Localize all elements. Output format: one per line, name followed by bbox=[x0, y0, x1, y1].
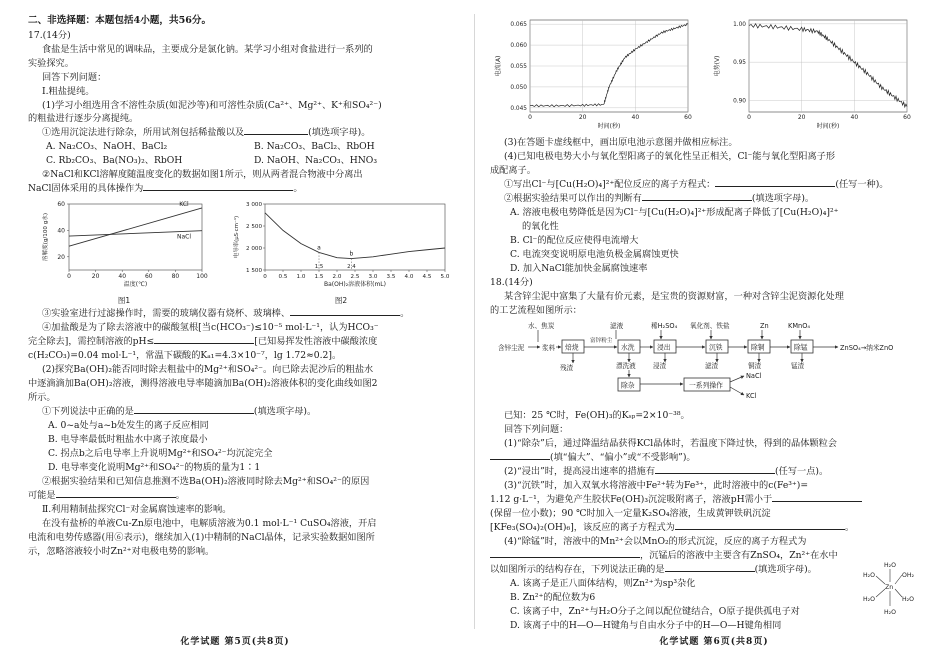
box-impurity-removal bbox=[618, 378, 640, 391]
x-axis-label: Ba(OH)₂溶液体积(mL) bbox=[323, 281, 386, 289]
sensor-figures bbox=[490, 14, 924, 132]
q17-3-text: (3)在答题卡虚线框中，画出原电池示意图并做相应标注。 bbox=[504, 137, 738, 148]
x-tick-label: 40 bbox=[631, 114, 640, 121]
y-tick-label: 3 000 bbox=[245, 202, 262, 209]
option-a: A. Na₂CO₃、NaOH、BaCl₂ bbox=[46, 141, 168, 153]
answer-blank[interactable] bbox=[490, 451, 550, 460]
answer-blank[interactable] bbox=[244, 126, 308, 135]
exam-page-5 bbox=[0, 0, 470, 659]
q17-intro: 食盐是生活中常见的调味品，主要成分是氯化钠。某学习小组对食盐进行一系列的 bbox=[42, 43, 373, 55]
sensor-trace bbox=[749, 24, 907, 107]
svg-text:除锰: 除锰 bbox=[794, 343, 808, 352]
ligand-bottom: H₂O bbox=[884, 608, 897, 616]
option-a-cont: 的氧化性 bbox=[522, 220, 559, 232]
answer-blank[interactable] bbox=[772, 493, 862, 502]
answer-blank[interactable] bbox=[143, 182, 293, 191]
point-value-label: 2.4 bbox=[346, 264, 356, 271]
x-tick-label: 0 bbox=[262, 274, 267, 281]
input-water-coke: 水、焦炭 bbox=[528, 321, 555, 330]
svg-text:浸出: 浸出 bbox=[657, 343, 671, 352]
nacl-output: NaCl bbox=[746, 371, 762, 380]
answer-blank[interactable] bbox=[56, 489, 176, 498]
y-tick-label: 0.050 bbox=[510, 84, 527, 91]
x-tick-label: 20 bbox=[797, 114, 806, 121]
conductivity-curve bbox=[265, 213, 445, 259]
option-b: B. Na₂CO₃、BaCl₂、RbOH bbox=[254, 141, 375, 153]
x-axis-label: 时间(秒) bbox=[597, 123, 621, 130]
y-axis-label: 电导率(μS·cm⁻¹) bbox=[233, 216, 240, 259]
page-footer: 化学试题 第5页(共8页) bbox=[180, 637, 290, 648]
feed-label: 含锌尘泥 bbox=[498, 343, 525, 352]
x-axis-label: 时间(秒) bbox=[816, 123, 840, 130]
copper-residue-label: 铜渣 bbox=[748, 361, 762, 370]
q17-2-text-cont: 中逐滴滴加Ba(OH)₂溶液，测得溶液电导率随滴加Ba(OH)₂溶液体积的变化曲线如图2 bbox=[28, 377, 378, 389]
answer-blank[interactable] bbox=[642, 192, 752, 201]
y-tick-label: 2 500 bbox=[245, 224, 262, 231]
option-a: A. 溶液电极电势降低是因为Cl⁻与[Cu(H₂O)₄]²⁺形成配离子降低了[Cu(H₂O)₄]²⁺ bbox=[510, 206, 839, 218]
y-tick-label: 60 bbox=[56, 201, 65, 209]
solubility-chart bbox=[37, 198, 212, 290]
box-mn-removal bbox=[791, 340, 813, 353]
box-wash bbox=[618, 340, 640, 353]
q18-3-text-cont: 1.12 g·L⁻¹，为避免产生胶状Fe(OH)₃沉淀吸附离子，溶液pH需小于 bbox=[490, 493, 924, 507]
x-tick-label: 0.5 bbox=[278, 274, 287, 281]
answer-blank[interactable] bbox=[290, 307, 400, 316]
option-d: D. NaOH、Na₂CO₃、HNO₃ bbox=[254, 155, 378, 167]
ligand-lower-left: H₂O bbox=[863, 595, 876, 603]
x-tick-label: 40 bbox=[117, 273, 126, 281]
figure-1-caption: 图1 bbox=[117, 296, 131, 306]
leach-residue-label: 浸渣 bbox=[653, 361, 667, 370]
q17-2a: ①下列说法中正确的是 (填选项字母)。 bbox=[42, 405, 317, 417]
x-tick-label: 20 bbox=[578, 114, 587, 121]
current-time-chart bbox=[490, 14, 700, 132]
y-tick-label: 0.060 bbox=[510, 43, 527, 50]
x-tick-label: 5.0 bbox=[440, 274, 449, 281]
y-axis-label: 溶解度(g/100 g水) bbox=[42, 213, 49, 262]
figure-2 bbox=[229, 198, 454, 306]
y-tick-label: 20 bbox=[56, 254, 65, 262]
option-c: C. 拐点b之后电导率上升说明Mg²⁺和SO₄²⁻均沉淀完全 bbox=[48, 447, 273, 459]
q17-4-text-cont: 成配离子。 bbox=[490, 164, 536, 176]
y-tick-label: 0.055 bbox=[510, 64, 527, 70]
box-iron-removal bbox=[706, 340, 728, 353]
options-row bbox=[28, 140, 462, 154]
answer-blank[interactable] bbox=[665, 563, 755, 572]
x-tick-label: 100 bbox=[195, 273, 208, 281]
q18-4-text-cont2: 以如图所示的结构存在，下列说法正确的是 (填选项字母)。 bbox=[490, 563, 817, 575]
answer-blank[interactable] bbox=[490, 549, 640, 558]
slurry-label: 浆料 bbox=[542, 343, 556, 352]
x-tick-label: 20 bbox=[91, 273, 99, 281]
plot-frame bbox=[749, 20, 907, 112]
q18-intro-cont: 的工艺流程如图所示： bbox=[490, 304, 582, 316]
part-2-text-cont: 电流和电势传感器(用⑥表示)，继续加入(1)中精制的NaCl晶体，记录实验数据如图所 bbox=[28, 531, 375, 543]
option-c: C. Rb₂CO₃、Ba(NO₃)₂、RbOH bbox=[46, 155, 183, 167]
part-1-title: Ⅰ.粗盐提纯。 bbox=[42, 85, 95, 97]
input-filtrate: 滤液 bbox=[610, 321, 624, 330]
input-zn: Zn bbox=[760, 321, 769, 330]
option-a: A. 0~a处与a~b处发生的离子反应相同 bbox=[48, 419, 209, 431]
answer-prompt: 回答下列问题： bbox=[504, 423, 569, 435]
ligand-upper-left: H₂O bbox=[863, 571, 876, 579]
q17-1d-known: c(H₂CO₃)=0.04 mol·L⁻¹，常温下碳酸的Kₐ₁=4.3×10⁻⁷，lg 1.72≈0.2]。 bbox=[28, 349, 342, 361]
q17-1-text-cont: 的粗盐进行逐步分离提纯。 bbox=[28, 113, 139, 125]
exam-page-6 bbox=[478, 0, 950, 659]
conductivity-chart bbox=[229, 198, 454, 290]
box-copper-removal bbox=[748, 340, 770, 353]
figure-2-caption: 图2 bbox=[334, 296, 348, 306]
q18-1-text-cont: (填“偏大”、“偏小”或“不受影响”)。 bbox=[490, 451, 924, 465]
q17-4-text: (4)已知电极电势大小与氧化型阳离子的氧化性呈正相关，Cl⁻能与氧化型阳离子形 bbox=[504, 150, 836, 162]
page-divider bbox=[474, 14, 475, 629]
x-tick-label: 80 bbox=[171, 273, 179, 281]
x-tick-label: 60 bbox=[144, 273, 153, 281]
point-value-label: 1.5 bbox=[314, 264, 323, 271]
potential-time-chart bbox=[709, 14, 924, 132]
q17-4b: ②根据实验结果可以作出的判断有 (填选项字母)。 bbox=[504, 192, 815, 204]
mn-residue-label: 锰渣 bbox=[791, 361, 805, 370]
input-dilute-acid: 稀H₂SO₄ bbox=[651, 321, 678, 330]
q17-2b-text: ②根据实验结果和已知信息推测不选Ba(OH)₂溶液同时除去Mg²⁺和SO₄²⁻的原因 bbox=[42, 475, 370, 487]
series-label-nacl: NaCl bbox=[176, 234, 191, 242]
option-c: C. 该离子中，Zn²⁺与H₂O分子之间以配位键结合，O原子提供孤电子对 bbox=[510, 605, 800, 617]
x-tick-label: 40 bbox=[850, 114, 859, 121]
answer-blank[interactable] bbox=[675, 521, 845, 530]
x-tick-label: 4.0 bbox=[404, 274, 413, 281]
q17-1d-text: ④加盐酸是为了除去溶液中的碳酸氢根[当c(HCO₃⁻)≤10⁻⁵ mol·L⁻¹，认为HCO₃⁻ bbox=[42, 321, 379, 333]
x-tick-label: 4.5 bbox=[422, 274, 431, 281]
iron-residue-label: 滤渣 bbox=[705, 361, 719, 370]
known-condition: 已知：25 ℃时，Fe(OH)₃的Kₛₚ=2×10⁻³⁸。 bbox=[504, 409, 690, 421]
kcl-output: KCl bbox=[746, 391, 757, 400]
q18-4-text-cont: ，沉锰后的溶液中主要含有ZnSO₄，Zn²⁺在水中 bbox=[490, 549, 924, 563]
svg-text:沉铁: 沉铁 bbox=[709, 343, 723, 352]
q17-intro-cont: 实验探究。 bbox=[28, 57, 74, 69]
option-a: A. 该离子是正八面体结构，则Zn²⁺为sp³杂化 bbox=[510, 577, 696, 589]
sensor-trace bbox=[530, 24, 688, 107]
q18-2: (2)“浸出”时，提高浸出速率的措施有 (任写一点)。 bbox=[504, 465, 829, 477]
zinc-dust-label: 富锌粉尘 bbox=[590, 337, 613, 344]
x-tick-label: 3.0 bbox=[368, 274, 377, 281]
answer-blank[interactable] bbox=[655, 465, 775, 474]
page-footer: 化学试题 第6页(共8页) bbox=[659, 637, 769, 648]
option-c: C. 电流突变说明原电池负极金属腐蚀更快 bbox=[510, 248, 679, 260]
residue-label: 残渣 bbox=[560, 363, 574, 372]
answer-blank[interactable] bbox=[154, 335, 254, 344]
q17-1-text: (1)学习小组选用含不溶性杂质(如泥沙等)和可溶性杂质(Ca²⁺、Mg²⁺、K⁺和SO₄²⁻) bbox=[42, 99, 382, 111]
q18-4-text: (4)“除锰”时，溶液中的Mn²⁺会以MnO₂的形式沉淀，反应的离子方程式为 bbox=[504, 535, 807, 547]
x-axis-label: 温度(℃) bbox=[123, 281, 147, 289]
process-flowchart bbox=[498, 320, 928, 402]
q18-3-text-cont3: [KFe₃(SO₄)₂(OH)₆]，该反应的离子方程式为 。 bbox=[490, 521, 855, 533]
q17-1c: ③实验室进行过滤操作时，需要的玻璃仪器有烧杯、玻璃棒、 。 bbox=[42, 307, 410, 319]
y-axis-label: 电流(A) bbox=[495, 55, 502, 77]
q17-2b-text-cont: 可能是 。 bbox=[28, 489, 185, 501]
q18-intro: 某含锌尘泥中富集了大量有价元素，是宝贵的资源财富，一种对含锌尘泥资源化处理 bbox=[504, 290, 844, 302]
q17-2-text-cont2: 所示。 bbox=[28, 391, 56, 403]
x-tick-label: 2.5 bbox=[350, 274, 359, 281]
question-17-head: 17.(14分) bbox=[28, 29, 71, 41]
point-label: a bbox=[316, 244, 321, 252]
option-d: D. 电导率变化说明Mg²⁺和SO₄²⁻的物质的量为1∶1 bbox=[48, 461, 261, 473]
ligand-upper-right: OH₂ bbox=[902, 571, 915, 579]
zn-center: Zn bbox=[885, 583, 894, 591]
input-kmno4: KMnO₄ bbox=[788, 321, 811, 330]
point-label: b bbox=[348, 250, 353, 258]
y-tick-label: 0.90 bbox=[733, 98, 746, 105]
box-roast bbox=[562, 340, 584, 353]
x-tick-label: 60 bbox=[684, 114, 692, 121]
y-axis-label: 电势(V) bbox=[714, 55, 721, 77]
option-d: D. 该离子中的H—O—H键角与自由水分子中的H—O—H键角相同 bbox=[510, 619, 782, 631]
box-leach bbox=[654, 340, 676, 353]
part-2-title: Ⅱ.利用精制盐探究Cl⁻对金属腐蚀速率的影响。 bbox=[42, 503, 232, 515]
options-row bbox=[28, 154, 462, 168]
y-tick-label: 0.065 bbox=[510, 22, 527, 29]
y-tick-label: 2 000 bbox=[245, 246, 262, 253]
question-18-head: 18.(14分) bbox=[490, 276, 533, 288]
option-b: B. Zn²⁺的配位数为6 bbox=[510, 591, 596, 603]
q17-1a: ①选用沉淀法进行除杂，所用试剂包括稀盐酸以及 (填选项字母)。 bbox=[42, 127, 371, 139]
ligand-lower-right: H₂O bbox=[902, 595, 915, 603]
y-tick-label: 1.00 bbox=[733, 21, 746, 28]
option-b: B. Cl⁻的配位反应使得电流增大 bbox=[510, 234, 639, 246]
answer-blank[interactable] bbox=[134, 405, 254, 414]
x-tick-label: 1.0 bbox=[296, 274, 305, 281]
answer-blank[interactable] bbox=[715, 178, 835, 187]
svg-text:除杂: 除杂 bbox=[621, 381, 635, 390]
y-tick-label: 0.95 bbox=[733, 60, 746, 67]
svg-text:焙烧: 焙烧 bbox=[565, 343, 579, 352]
svg-text:水洗: 水洗 bbox=[621, 343, 635, 352]
q17-1b-text: ②NaCl和KCl溶解度随温度变化的数据如图1所示，则从两者混合物液中分离出 bbox=[42, 169, 363, 181]
x-tick-label: 60 bbox=[903, 114, 911, 121]
q17-2-text: (2)探究Ba(OH)₂能否同时除去粗盐中的Mg²⁺和SO₄²⁻。向已除去泥沙后的粗盐水 bbox=[42, 363, 374, 375]
y-tick-label: 40 bbox=[56, 227, 65, 235]
x-tick-label: 0 bbox=[528, 114, 532, 121]
option-b: B. 电导率最低时粗盐水中离子浓度最小 bbox=[48, 433, 208, 445]
y-tick-label: 1 500 bbox=[245, 268, 262, 275]
option-d: D. 加入NaCl能加快金属腐蚀速率 bbox=[510, 262, 648, 274]
input-oxidant: 氧化剂、铁盐 bbox=[690, 321, 730, 330]
ligand-top: H₂O bbox=[884, 561, 897, 569]
wash-liquid-label: 漂洗液 bbox=[616, 361, 636, 370]
x-tick-label: 3.5 bbox=[386, 274, 395, 281]
x-tick-label: 2.0 bbox=[332, 274, 341, 281]
svg-text:一系列操作: 一系列操作 bbox=[689, 381, 723, 390]
product-label: ZnSO₄→纳米ZnO bbox=[840, 343, 894, 352]
zn-aqua-complex-structure bbox=[862, 559, 922, 617]
q18-3-text: (3)“沉铁”时，加入双氧水将溶液中Fe²⁺转为Fe³⁺，此时溶液中的c(Fe³⁺)= bbox=[504, 479, 809, 491]
x-tick-label: 1.5 bbox=[314, 274, 323, 281]
y-tick-label: 0.045 bbox=[510, 105, 527, 112]
q18-1-text: (1)“除杂”后，通过降温结晶获得KCl晶体时，若温度下降过快，得到的晶体颗粒会 bbox=[504, 437, 837, 449]
q17-1b-text-cont: NaCl固体采用的具体操作为 。 bbox=[28, 183, 303, 195]
q17-1d-text-cont: 完全除去]，需控制溶液的pH≤ [已知易挥发性溶液中碳酸浓度 bbox=[28, 335, 378, 347]
part-2-text: 在没有盐桥的单液Cu-Zn原电池中，电解质溶液为0.1 mol·L⁻¹ CuSO₄溶液，开启 bbox=[42, 517, 377, 529]
x-tick-label: 0 bbox=[747, 114, 751, 121]
series-label-kcl: KCl bbox=[178, 201, 189, 209]
part-2-text-cont2: 示，忽略溶液较小时Zn²⁺对电极电势的影响。 bbox=[28, 545, 215, 557]
q18-3-text-cont2: (保留一位小数)；90 ℃时加入一定量K₂SO₄溶液，生成黄钾铁矾沉淀 bbox=[490, 507, 771, 519]
q17-4a: ①写出Cl⁻与[Cu(H₂O)₄]²⁺配位反应的离子方程式： (任写一种)。 bbox=[504, 178, 889, 190]
x-tick-label: 0 bbox=[66, 273, 71, 281]
answer-prompt: 回答下列问题： bbox=[42, 71, 107, 83]
section-title: 二、非选择题：本题包括4小题，共56分。 bbox=[28, 15, 212, 26]
svg-text:除铜: 除铜 bbox=[751, 343, 765, 352]
box-series-operations bbox=[684, 378, 730, 391]
figure-1 bbox=[37, 198, 212, 306]
figure-row-1-2 bbox=[28, 198, 462, 306]
